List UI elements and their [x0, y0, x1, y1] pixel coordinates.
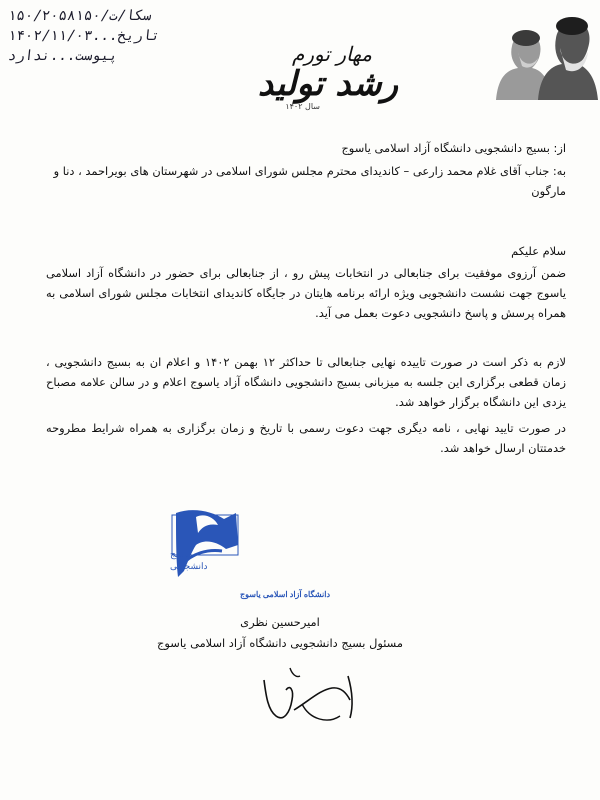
slogan-year: سال ۱۴۰۲: [285, 102, 320, 111]
letter-to: به: جناب آقای غلام محمد زارعی – کاندیدای محترم مجلس شورای اسلامی در شهرستان های بویراحمد ، دنا و مارگون: [53, 164, 566, 198]
year-slogan: [238, 40, 398, 120]
handwritten-signature: [250, 660, 370, 730]
letter-number: سکا/ت/۱۵۰/۲۰۵۸۱۵۰: [7, 8, 153, 24]
letter-paragraph-2: لازم به ذکر است در صورت تاییده نهایی جنابعالی تا حداکثر ۱۲ بهمن ۱۴۰۲ و اعلام ان به بسیج دانشجویی ، زمان قطعی برگزاری این جلسه به میزبانی بسیج دانشجویی دانشگاه آزاد یاسوج اعلام و در سالن علامه مصباح یزدی این دانشگاه برگزار خواهد شد.: [46, 355, 567, 409]
slogan-line-2: رشد تولید: [257, 64, 398, 104]
signer-name: امیرحسین نظری: [240, 615, 320, 629]
letter-paragraph-3: در صورت تایید نهایی ، نامه دیگری جهت دعوت رسمی با تاریخ و زمان برگزاری به همراه شرایط مطروحه خدمتتان ارسال خواهد شد.: [46, 421, 566, 455]
letter-from: از: بسیج دانشجویی دانشگاه آزاد اسلامی یاسوج: [341, 141, 566, 155]
stamp-text-2: دانشجویی: [170, 561, 208, 571]
slogan-line-1: مهار تورم: [292, 42, 372, 66]
reference-block: [8, 6, 168, 66]
letter-attachment: پیوست...ندارد: [7, 48, 119, 64]
stamp-text-3: دانشگاه آزاد اسلامی یاسوج: [240, 590, 331, 599]
leaders-portrait-image: [488, 8, 598, 100]
basij-stamp: [112, 505, 331, 605]
signer-title: مسئول بسیج دانشجویی دانشگاه آزاد اسلامی یاسوج: [157, 636, 403, 650]
letter-greeting: سلام علیکم: [511, 244, 566, 258]
letter-paragraph-1: ضمن آرزوی موفقیت برای جنابعالی در انتخابات پیش رو ، از جنابعالی برای حضور در دانشگاه آزاد اسلامی یاسوج جهت نشست دانشجویی ویژه ارائه برنامه هایتان در جایگاه کاندیدای انتخابات مجلس شورای اسلامی به همراه پرسش و پاسخ دانشجویی دعوت بعمل می آید.: [46, 266, 566, 320]
letter-date: تاریخ...۱۴۰۲/۱۱/۰۳: [7, 28, 161, 44]
stamp-text-1: بسیج: [170, 549, 190, 559]
